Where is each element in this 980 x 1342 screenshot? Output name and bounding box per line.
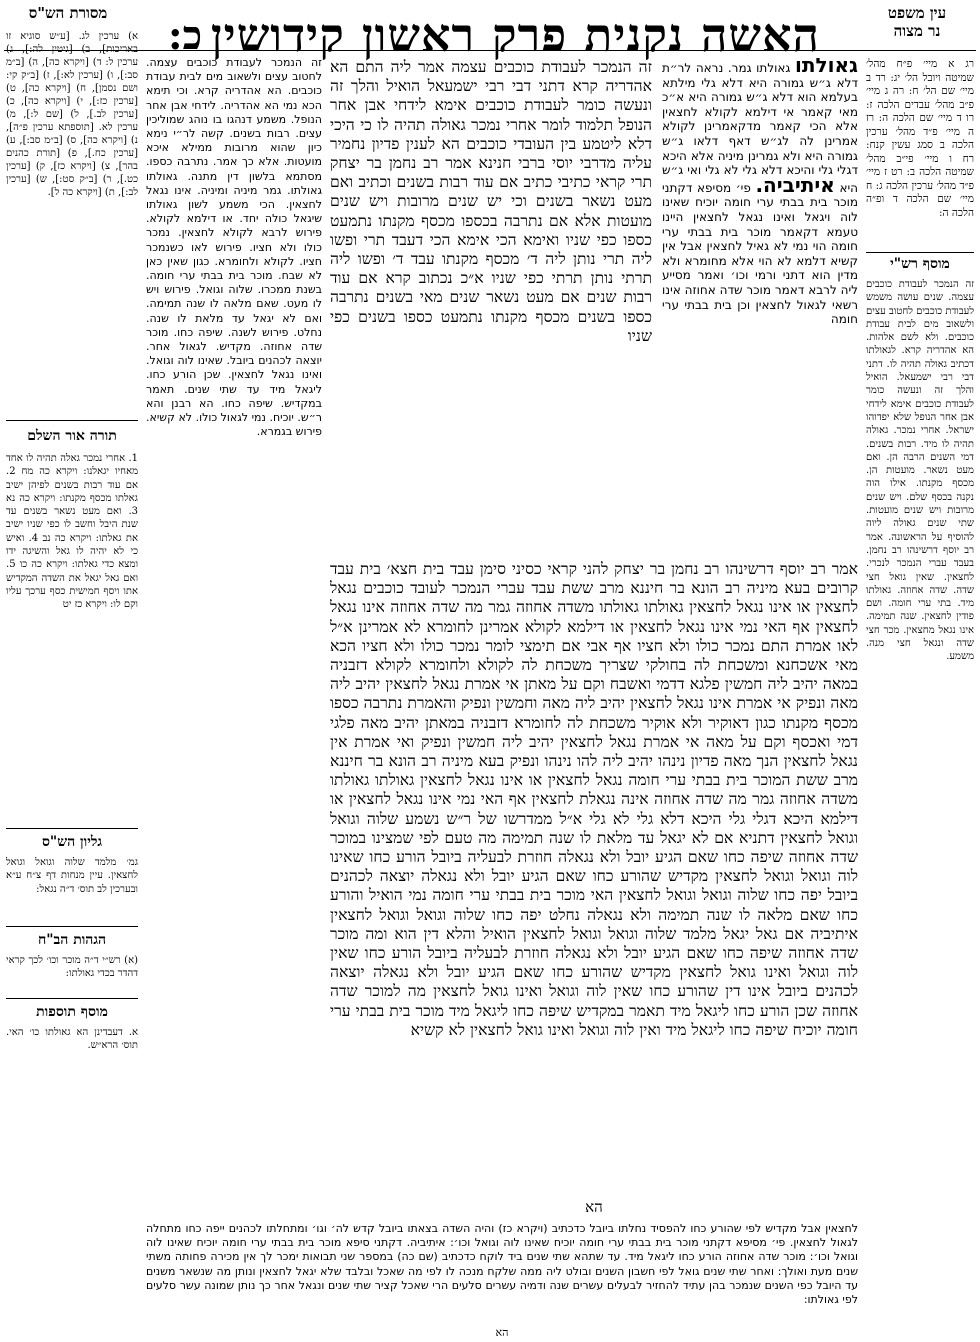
daf-number: כ: [167,12,203,59]
musaf-tosafot-column [6,1026,138,1066]
gemara-last-word: הא [585,1198,603,1216]
hagahot-habach-text: (א) רש״י ד״ה מוכר וכו׳ לכך קראי דהדר בכדי גאולתו: [6,955,138,980]
ein-mishpat-column [866,58,974,246]
masoret-hashas-label: מסורת הש"ס [28,4,108,22]
ein-mishpat-rule [866,252,974,253]
page-title: האשה נקנית פרק ראשון קידושין [210,8,820,62]
dibbur-hamatchil-itiveh: איתיביה. [755,172,835,197]
tosafot-column [146,56,322,1216]
right-commentary-text-2: פי׳ מסיפא דקתני מוכר בית בבתי ערי חומה יוכיח שאינו לוה ויגאל ואינו נגאל לחצאין היינו טעמא דקאמר מוכר בית בבתי ערי חומה הוי נמי לא גאיל לחצאין אבל אין קשיא דלמא לא הוי אלא מחומרא ולא מדין הוא דתני ורמי וכו׳ ואמר מסייע ליה לרבא דאמר מוכר שדה אחוזה אינו רשאי לגאול לחצאין וכן בית בבתי ערי חומה [662,180,858,327]
right-commentary-text-1: גאולתו גמר. נראה לר״ת דלא ג״ש גמורה היא דלא גלי מילתא בעלמא הוא דלא ג״ש גמורה היא א״כ מאי קאמר אי דילמא לקולא לחצאין אלא הכי קאמר מדקאמרינן לקולא אמרינן לה לג״ש דאף דלאו ג״ש גמורה היא ולא גמרינן מיניה אלא היכא דגלי גלי והיכא דלא גלי לא גלי ואי ג״ש היא [662,61,858,195]
musaf-rashi-text: זה הנמכר לעבודת כוכבים עצמה. שנים עושה משמש לעבודת כוכבים לחטוב עצים ולשאוב מים לבית עבודת כוכבים. ולא לשם אלהות. הא אהדריה קרא. לגאולתו דכתיב גאולה תהיה לו. דתני דבי רבי ישמעאל. הואיל והלך זה ונעשה כומר לעבודת כוכבים אימא לידחי אבן אחר הנופל שלא יפדוהו ישראל. אחרי נמכר. גאולה תהיה לו מיד. רבות בשנים. דמי השנים הרבה הן. ואם מעט נשאר. מועטות הן. מכסף מקנתו. אילו הוה נקנה בכסף שלם. ויש שנים מרובות ויש שנים מועטות. שתי שנים גאולה ליוה להוסיף על הראשונה. אמר רב יוסף דרשינהו רב נחמן. בעבד עברי הנמכר לנכרי. לחצאין. שאין גואל חצי שדה. שדה אחוזה. גאולתו מיד. בתי ערי חומה. ושם פודין לחצאין. שנה תמימה. אינו נגאל מחצאין. מכר חצי שדה ונגאל חצי מנה. משמע. [866,279,974,663]
ein-mishpat-text: רג א מיי׳ פ״ח מהל׳ שמיטה ויובל הל׳ יג: רד ב מיי׳ שם הל׳ ח: רה ג מיי׳ פ״ב מהל׳ עבדים הלכה ז: רו ד מיי׳ שם הלכה ה: רז ה מיי׳ פ״ד מהל׳ ערכין הלכה ב סמג עשין קנח: רח ו מיי׳ פי״ב מהל׳ שמיטה הלכה ב: רט ז מיי׳ פ״ד מהל׳ ערכין הלכה ג: ח מיי׳ שם הלכה ד ופ״ה הלכה ה: [866,58,974,219]
musaf-tosafot-text: א. דעבדינן הא גאולתו כו׳ האי. תוס׳ הרא״ש. [6,1027,138,1052]
torah-or-text: 1. אחרי נמכר גאלה תהיה לו אחד מאחיו יגאלנו: ויקרא כה מח 2. אם עוד רבות בשנים לפיהן ישיב גאלתו מכסף מקנתו: ויקרא כה נא 3. ואם מעט נשאר בשנים עד שנת היבל וחשב לו כפי שניו ישיב את גאלתו: ויקרא כה נב 4. ואיש כי לא יהיה לו גאל והשיגה ידו ומצא כדי גאלתו: ויקרא כה כו 5. ואם גאל יגאל את השדה המקדיש אתו ויסף חמישית כסף ערכך עליו וקם לו: ויקרא כז יט [6,453,138,611]
hagahot-habach-column [6,954,138,994]
torah-or-title: תורה אור השלם [27,428,117,444]
musaf-tosafot-title: מוסף תוספות [36,1004,108,1020]
masoret-rule [6,420,138,421]
gemara-text-top [330,58,652,558]
ner-mitzvah-label: נר מצוה [893,22,941,40]
gemara-text-bottom-span: אמר רב יוסף דרשינהו רב נחמן בר יצחק להני קראי כסיני סימן עבד בית חצא׳ בית עבד קרובים בעא מיניה רב הונא בר חיננא מרב ששת עבד עברי הנמכר לעובד כוכבים נגאל לחצאין או אינו נגאל לחצאין גאולתו גאולתו משדה אחוזה גמר מה שדה אחוזה אינו נגאל לחצאין אף האי נמי אינו נגאל לחצאין או דילמא לקולא אמרינן לחומרא לא אמרינן א״ל לאו אמרת התם נמכר כולו ולא חציו אף אבי אם תימצי לומר נמכר כולו ולא חציו הכא מאי אשכחנא ומשכחת לה בחולקי שצריך משכחת לה לקולא ולחומרא לקולא דזבניה במאה יהיב ליה חמשין פלגא דדמי ואשבח וקם על מאתן אי אמרת נגאל לחצאין יהיב ליה מאה ונפיק אי אמרת אינו נגאל לחצאין יהיב ליה מאה וחמשין ונפיק והאמרת נתרבה כספו מכסף מקנתו כגון דאוקיר ולא אוקיר משכחת לה לחומרא דזבניה במאתן יהיב מאה פלגי דמי ואכסף וקם על מאה אי אמרת נגאל לחצאין יהיב ליה חמשין ונפיק ואי אמרת אין נגאל לחצאין הנך מאה פדיון נינהו יהיב ליה להו נינהו ונפיק בעא מיניה רב הונא בר חיננא מרב ששת המוכר בית בבתי ערי חומה נגאל לחצאין או אינו נגאל לחצאין גאולתו גאולתו משדה אחוזה גמר מה שדה אחוזה אינה נגאלת לחצאין אף האי נמי אינו נגאל לחצאין או דילמא היכא דגלי גלי היכא דלא גלי לא גלי א״ל ממדרשו של ר״ש נשמע שלוה וגואל וגואל לחצאין דתניא אם לא יגאל עד מלאת לו שנה תמימה מה טעם לפי שמצינו במוכר שדה אחוזה שיפה כחו שאם הגיע יובל ולא נגאלה חוזרת לבעליה ביובל הורע כחו שאינו לוה וגואל וגואל לחצאין מקדיש שהורע כחו שאם הגיע יובל ולא נגאלה יוצאה לכהנים ביובל יפה כחו שלוה וגואל וגואל לחצאין האי מוכר בית בבתי ערי חומה נמי הואיל והורע כחו שאם מלאה לו שנה תמימה ולא נגאלה נחלט יפה כחו שלוה וגואל וגואל לחצאין איתיביה אם גאל יגאל מלמד שלוה וגואל וגואל לחצאין הואיל והלא דין הוא ומה מוכר שדה אחוזה שיפה כחו שאם הגיע יובל ולא נגאלה חוזרת לבעליה ביובל הורע כחו שאין לוה וגואל ואינו גואל לחצאין מקדיש שהורע כחו שאם הגיע יובל ולא נגאלה יוצאה לכהנים ביובל אינו דין שהורע כחו שאין לוה וגואל ואינו גואל לחצאין מה למוכר שדה אחוזה שכן הורע כחו ליגאל מיד תאמר במקדיש שיפה כחו ליגאל מיד מוכר בית בבתי ערי חומה יוכיח שיפה כחו ליגאל מיד ואין לוה וגואל ואינו גואל לחצאין לא קשיא [330,560,858,1039]
musaf-rashi-column [866,278,974,1296]
bottom-commentary [146,1222,858,1326]
gilyon-rule [6,926,138,927]
gilyon-hashas-text: גמ׳ מלמד שלוה וגואל וגואל לחצאין. עיין מנחות דף צ״ח ע״א ובערכין לב תוס׳ ד״ה נגאל: [6,857,138,895]
masoret-hashas-text: א) ערכין לג. [ע״ש סוגיא זו באריכות], ב) [גיטין לה:], ג) ערכין ל: ד) [ויקרא כה], ה) [ב״מ סב:], ו) [ערכין לא:], ז) [ב״ק קי: ושם נסמן], ח) [ויקרא כה], ט) [ערכין כז:], י) [ויקרא כה], כ) [ערכין לב.], ל) [שם ל:], מ) ערכין לא. [תוספתא ערכין פ״ה], נ) [ויקרא כה], ס) [ב״מ סב:], ע) [ערכין כח.], פ) [תורת כהנים בהר], צ) [ויקרא כז], ק) [ערכין כט.], ר) [ב״ק סט:], ש) [ערכין לב:], ת) [ויקרא כה ל]. [6,31,138,198]
masoret-hashas-column [6,30,138,416]
gilyon-hashas-column [6,856,138,920]
bottom-commentary-text: לחצאין אבל מקדיש לפי שהורע כחו להפסיד נחלתו ביובל כדכתיב (ויקרא כז) והיה השדה בצאתו ביובל קדש לה׳ וגו׳ ומתחלתו לכהנים ייפה כחו מתחלה לגאול לחצאין. פי׳ מסיפא דקתני מוכר בית בבתי ערי חומה יוכיח שאינו לוה וגואל וכו׳: איתיביה. דקתני סיפא מוכר בית בבתי ערי חומה יוכיח שאינו לוה וגואל וכו׳: מוכר שדה אחוזה הורע כחו ליגאל מיד. עד שתהא שתי שנים ביד לוקח כדכתיב (שם כה) במספר שני תבואות ימכר לך אין מכירה פחותה משתי שנים מעת ואולך: ואחר שתי שנים גואל לפי חשבון השנים ובולט ליה ממה שלקח מנכה לו לפי מה שאכל ובלבד שלא יגאל לחצאין ונותן מה שנשאר משנים עד היובל כפי השנים שנמכר בהן עתיד להחזיר לבעלים עשרים שנה ודמיה עשרים סלעים הרי שאכל קציר שתי שנים ונגאל אחר כך נותן שמונה עשר סלעים לפי גאולתו: [146,1222,858,1307]
gemara-text-top-span: זה הנמכר לעבודת כוכבים עצמה אמר ליה התם הא אהדריה קרא דתני דבי רבי ישמעאל הואיל והלך זה ונעשה כומר לעבודת כוכבים אימא לידחי אבן אחר הנופל תלמוד לומר אחרי נמכר גאולה תהיה לו כי היכי דלא ליטמע בין העובדי כוכבים הא לענין פדיון נחמיר עליה מדרבי יוסי ברבי חנינא אמר רב נחמן בר יצחק תרי קראי כתיבי כתיב אם עוד רבות בשנים וכתיב ואם מעט נשאר בשנים וכי יש שנים מרובות ויש שנים מועטות אלא אם נתרבה בכספו מכסף מקנתו נתמעט כספו כפי שניו ואימא הכי אימא הכי דעבד תרי ופשו ליה תרי נותן ליה ד׳ מכסף מקנתו עבד ד׳ ופשו ליה תרתי נותן תרתי כפי שניו א״כ נכתוב קרא אם עוד רבות שנים אם מעט נשאר שנים מאי בשנים נתרבה כספו בשנים מכסף מקנתו נתמעט כספו בשנים כפי שניו [330,58,652,345]
hagahot-habach-title: הגהות הב"ח [37,932,107,948]
header-rule [4,50,976,51]
bottom-last-word: הא [495,1326,509,1339]
dibbur-hamatchil-gaulato: גאולתו [794,58,858,77]
hagahot-rule [6,998,138,999]
right-commentary-upper [662,58,858,558]
gilyon-hashas-title: גליון הש"ס [41,834,103,850]
torah-or-column [6,452,138,824]
ein-mishpat-label: עין משפט [887,4,947,22]
tosafot-text: זה הנמכר לעבודת כוכבים עצמה. לחטוב עצים ולשאוב מים לבית עבודת כוכבים. הא אהדריה קרא. וכי תימא הכא נמי הא אהדריה. לידחי אבן אחר הנופל. משמע דנהגו בו נוהג שמוליכין עצים. רבות בשנים. קשה לר״י נימא כיון שהוא מרובות ממילא איכא מועטות. אלא כך אמר. נתרבה כספו. מסתמא בלשון דין מתנה. גאולתו גאולתו. גמר מיניה ומיניה. אינו נגאל לחצאין. הכי משמע לשון גאולתו שיגאל כולה יחד. או דילמא לקולא. פירוש לרבא לקולא לחצאין. נמכר כולו ולא חציו. פירוש לאו כשנמכר חציו. לקולא ולחומרא. כגון שאין כאן לא שבח. מוכר בית בבתי ערי חומה. בשנת ממכרו. שלוה וגואל. פירוש ויש לו מעט. שאם מלאה לו שנה תמימה. ואם לא יגאל עד מלאת לו שנה. נחלט. פירוש לשנה. שיפה כחו. מוכר שדה אחוזה. מקדיש. לגאול אחר. יוצאה לכהנים ביובל. שאינו לוה וגואל. ואינו נגאל לחצאין. שכן הורע כחו. ליגאל מיד עד שתי שנים. תאמר במקדיש. שיפה כחו. הא רבנן והא ר״ש. יוכיח. נמי לגאול כולו. לא קשיא. פירוש בגמרא. [146,56,322,439]
musaf-rashi-title: מוסף רש"י [890,256,950,272]
torah-or-rule [6,828,138,829]
gemara-text-bottom [330,560,858,1200]
